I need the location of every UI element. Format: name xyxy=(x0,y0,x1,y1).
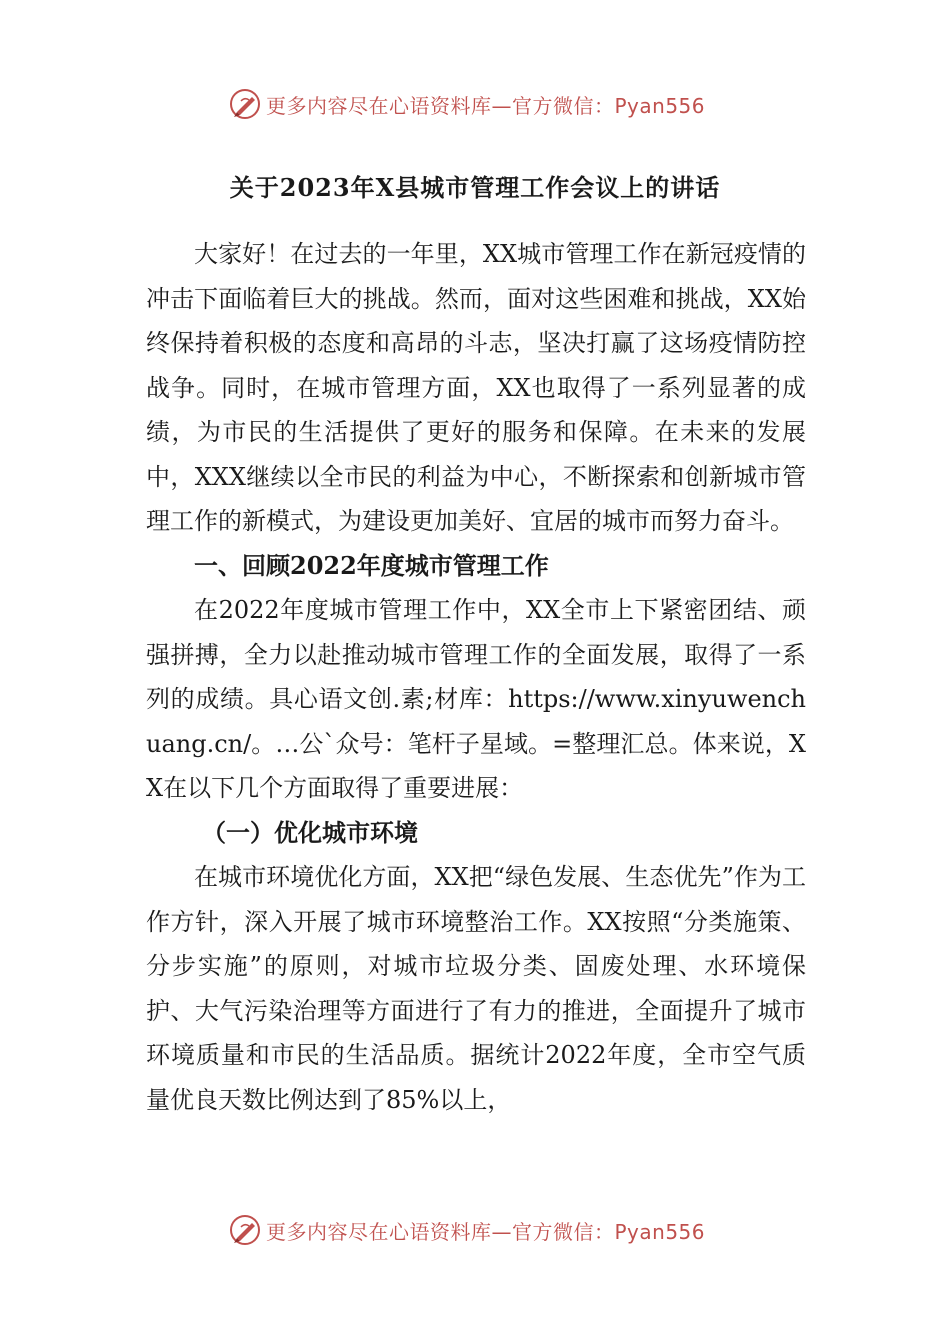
section1-paragraph: 在2022年度城市管理工作中，XX全市上下紧密团结、顽强拼搏，全力以赴推动城市管理工作的全面发展，取得了一系列的成绩。具心语文创.素;材库：https://www.xinyuwenchuang.cn/。…公`众号：笔杆子星域。=整理汇总。体来说，XX在以下几个方面取得了重要进展： xyxy=(146,596,806,802)
pen-logo-icon xyxy=(228,1213,262,1247)
footer-watermark xyxy=(0,1210,950,1250)
document-body xyxy=(146,232,806,1122)
intro-paragraph: 大家好！在过去的一年里，XX城市管理工作在新冠疫情的冲击下面临着巨大的挑战。然而，面对这些困难和挑战，XX始终保持着积极的态度和高昂的斗志，坚决打赢了这场疫情防控战争。同时，在城市管理方面，XX也取得了一系列显著的成绩，为市民的生活提供了更好的服务和保障。在未来的发展中，XXX继续以全市民的利益为中心，不断探索和创新城市管理工作的新模式，为建设更加美好、宜居的城市而努力奋斗。 xyxy=(146,240,806,535)
section1-heading: 一、回顾2022年度城市管理工作 xyxy=(194,550,549,580)
watermark-text: 更多内容尽在心语资料库—官方微信：Pyan556 xyxy=(266,93,706,118)
document-title: 关于2023年X县城市管理工作会议上的讲话 xyxy=(229,173,721,202)
header-watermark xyxy=(0,84,950,124)
sub1-heading: （一）优化城市环境 xyxy=(202,817,418,847)
watermark-text: 更多内容尽在心语资料库—官方微信：Pyan556 xyxy=(266,1219,706,1244)
sub1-paragraph: 在城市环境优化方面，XX把“绿色发展、生态优先”作为工作方针，深入开展了城市环境整治工作。XX按照“分类施策、分步实施”的原则，对城市垃圾分类、固废处理、水环境保护、大气污染治理等方面进行了有力的推进，全面提升了城市环境质量和市民的生活品质。据统计2022年度，全市空气质量优良天数比例达到了85%以上， xyxy=(146,863,806,1114)
pen-logo-icon xyxy=(228,87,262,121)
